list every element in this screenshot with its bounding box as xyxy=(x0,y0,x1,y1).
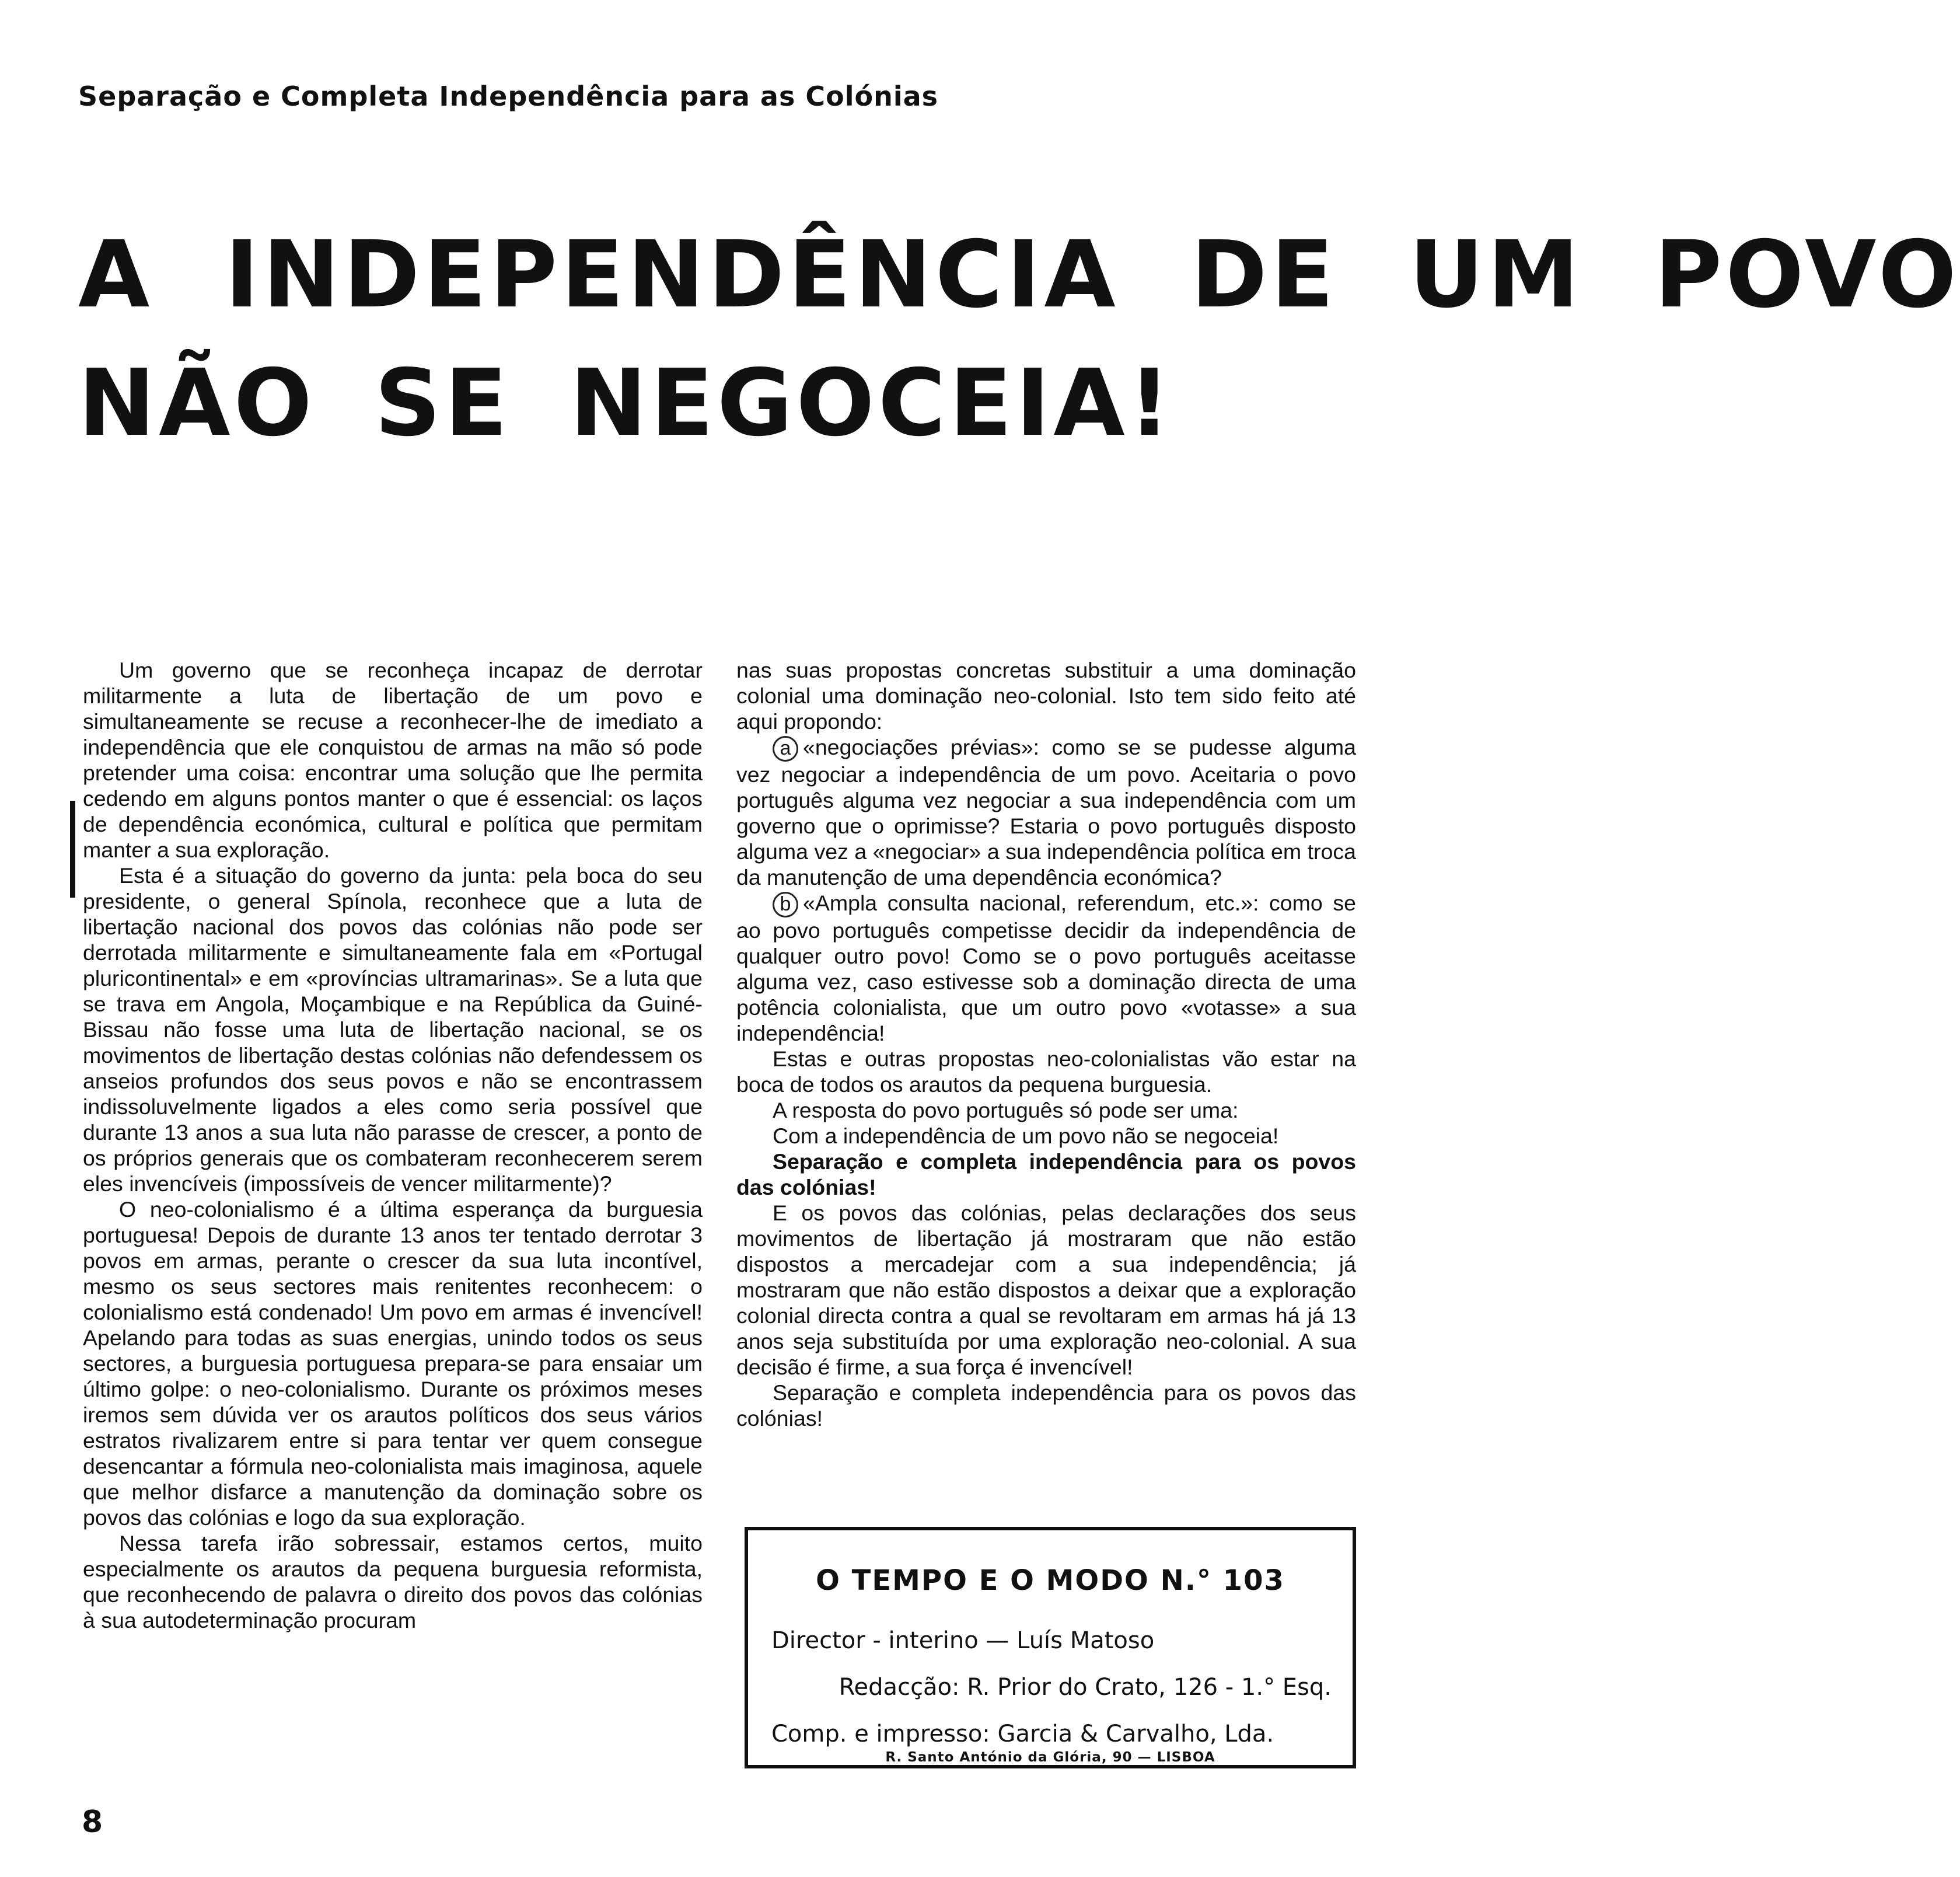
point-a-text: «negociações prévias»: como se se pudesse alguma vez negociar a independência de um povo. Aceitaria o povo português alguma vez negociar a sua independência com um governo que o oprimisse? Estaria o povo português disposto alguma vez a «negociar» a sua independência política em troca da manutenção de uma dependência económica? xyxy=(736,735,1356,890)
point-b-text: «Ampla consulta nacional, referendum, etc.»: como se ao povo português competisse decidir da independência de qualquer outro povo! Como se o povo português aceitasse alguma vez, caso estivesse sob a dominação directa de uma potência colonialista, que um outro povo «votasse» a sua independência! xyxy=(736,891,1356,1046)
answer-slogan: Com a independência de um povo não se negoceia! xyxy=(773,1124,1279,1149)
imprint-title: O TEMPO E O MODO N.° 103 xyxy=(816,1564,1285,1597)
paragraph-peoples: E os povos das colónias, pelas declarações dos seus movimentos de libertação já mostraram que não estão dispostos a mercadejar com a sua independência; já mostraram que não estão dispostos a deixar que a exploração colonial directa contra a qual se revoltaram em armas há já 13 anos seja substituída por uma exploração neo-colonial. A sua decisão é firme, a sua força é invencível! xyxy=(736,1201,1356,1380)
imprint-box xyxy=(745,1527,1356,1768)
kicker-line: Separação e Completa Independência para as Colónias xyxy=(78,81,939,112)
imprint-address: R. Santo António da Glória, 90 — LISBOA xyxy=(885,1750,1215,1765)
imprint-composition: Comp. e impresso: Garcia & Carvalho, Lda. xyxy=(771,1721,1274,1747)
point-b xyxy=(736,890,1356,1046)
mark-b: b xyxy=(773,892,798,917)
paragraph-reformists: Nessa tarefa irão sobressair, estamos certos, muito especialmente os arautos da pequena burguesia reformista, que reconhecendo de palavra o direito dos povos das colónias à sua autodeterminação procuram xyxy=(83,1531,703,1632)
point-a xyxy=(736,734,1356,890)
paragraph-proposals: Estas e outras propostas neo-colonialistas vão estar na boca de todos os arautos da pequena burguesia. xyxy=(736,1046,1356,1097)
paragraph-intro: Um governo que se reconheça incapaz de derrotar militarmente a luta de libertação de um povo e simultaneamente se recuse a reconhecer-lhe de imediato a independência que ele conquistou de armas na mão só pode pretender uma coisa: encontrar uma solução que lhe permita cedendo em alguns pontos manter o que é essencial: os laços de dependência económica, cultural e política que permitam manter a sua exploração. xyxy=(83,658,703,862)
headline-line-2: NÃO SE NEGOCEIA! xyxy=(78,350,1174,457)
answer-bold-slogan: Separação e completa independência para os povos das colónias! xyxy=(736,1149,1356,1200)
article-right-column xyxy=(736,657,1356,1431)
paragraph-neo-colonialism: O neo-colonialismo é a última esperança da burguesia portuguesa! Depois de durante 13 anos ter tentado derrotar 3 povos em armas, perante o crescer da sua luta incontível, mesmo os seus sectores mais renitentes reconhecem: o colonialismo está condenado! Um povo em armas é invencível! Apelando para todas as suas energias, unindo todos os seus sectores, a burguesia portuguesa prepara-se para ensaiar um último golpe: o neo-colonialismo. Durante os próximos meses iremos sem dúvida ver os arautos políticos dos seus vários estratos rivalizarem entre si para tentar ver quem consegue desencantar a fórmula neo-colonialista mais imaginosa, aquele que melhor disfarce a manutenção da dominação sobre os povos das colónias e logo da sua exploração. xyxy=(83,1197,703,1530)
imprint-director: Director - interino — Luís Matoso xyxy=(771,1627,1155,1654)
paragraph-answer: A resposta do povo português só pode ser uma: xyxy=(773,1098,1239,1123)
mark-a: a xyxy=(773,736,798,762)
paragraph-junta: Esta é a situação do governo da junta: pela boca do seu presidente, o general Spínola, reconhece que a luta de libertação nacional dos povos das colónias não pode ser derrotada militarmente e simultaneamente fala em «Portugal pluricontinental» e em «províncias ultramarinas». Se a luta que se trava em Angola, Moçambique e na República da Guiné-Bissau não fosse uma luta de libertação nacional, se os movimentos de libertação destas colónias não defendessem os anseios profundos dos seus povos e não se encontrassem indissoluvelmente ligados a eles como seria possível que durante 13 anos a sua luta não parasse de crescer, a ponto de os próprios generais que os combateram reconhecerem serem eles invencíveis (impossíveis de vencer militarmente)? xyxy=(83,863,703,1196)
headline-line-1: A INDEPENDÊNCIA DE UM POVO xyxy=(78,221,1960,329)
paragraph-closing: Separação e completa independência para os povos das colónias! xyxy=(736,1380,1356,1431)
article-left-column xyxy=(83,657,703,1633)
margin-mark xyxy=(70,801,75,898)
page-number: 8 xyxy=(82,1805,103,1840)
paragraph-continuation: nas suas propostas concretas substituir a uma dominação colonial uma dominação neo-colonial. Isto tem sido feito até aqui propondo: xyxy=(736,658,1356,734)
imprint-redaccao: Redacção: R. Prior do Crato, 126 - 1.° Esq. xyxy=(838,1674,1332,1701)
